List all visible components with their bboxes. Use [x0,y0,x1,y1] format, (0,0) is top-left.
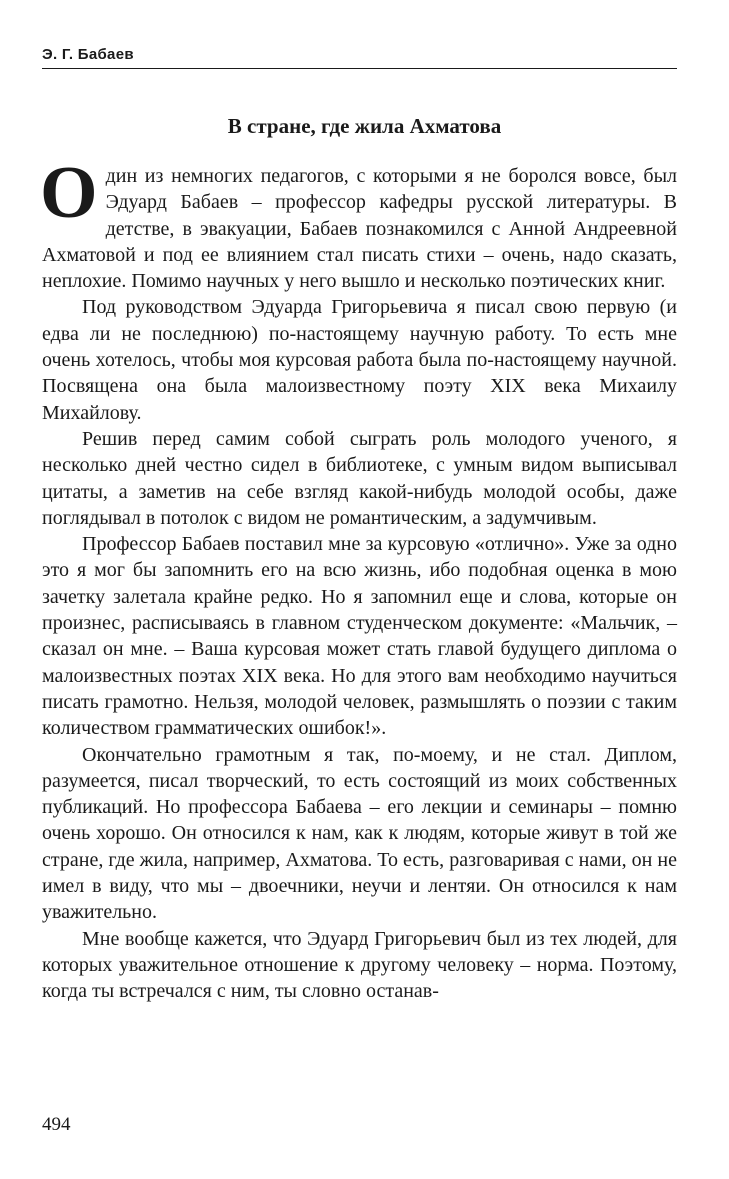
drop-cap: О [40,152,98,234]
page-number: 494 [42,1114,71,1135]
paragraph-2: Под руководством Эдуарда Григорьевича я писал свою первую (и едва ли не последнюю) по-настоящему научную работу. То есть мне очень хотелось, чтобы моя курсовая работа была по-настоящему научной. Посвящена она была малоизвестному поэту XIX века Михаилу Михайлову. [42,296,677,424]
paragraph-1-text: дин из немногих педагогов, с которыми я не боролся вовсе, был Эдуард Бабаев – профессор кафедры русской литературы. В детстве, в эвакуации, Бабаев познакомился с Анной Андреевной Ахматовой и под ее влиянием стал писать стихи – очень, надо сказать, неплохие. Помимо научных у него вышло и несколько поэтических книг. [42,165,677,293]
chapter-title: В стране, где жила Ахматова [227,114,502,138]
paragraph-3: Решив перед самим собой сыграть роль молодого ученого, я несколько дней честно сидел в библиотеке, с умным видом выписывал цитаты, а заметив на себе взгляд какой-нибудь молодой особы, даже поглядывал в потолок с видом не романтическим, а задумчивым. [42,427,677,529]
paragraph-4: Профессор Бабаев поставил мне за курсовую «отлично». Уже за одно это я мог бы запомнить его на всю жизнь, ибо подобная оценка в мою зачетку залетала крайне редко. Но я запомнил еще и слова, которые он произнес, расписываясь в главном студенческом документе: «Мальчик, – сказал он мне. – Ваша курсовая может стать главой будущего диплома о малоизвестных поэтах XIX века. Но для этого вам необходимо научиться писать грамотно. Нельзя, молодой человек, размышлять о поэзии с таким количеством грамматических ошибок!». [42,533,677,740]
body-text [40,152,677,1005]
paragraph-1 [40,152,677,294]
running-header-author: Э. Г. Бабаев [42,46,134,63]
paragraph-6: Мне вообще кажется, что Эдуард Григорьевич был из тех людей, для которых уважительное отношение к другому человеку – норма. Поэтому, когда ты встречался с ним, ты словно останав- [42,927,677,1003]
header-rule [42,68,677,69]
running-header [42,46,677,70]
paragraph-5: Окончательно грамотным я так, по-моему, и не стал. Диплом, разумеется, писал творческий, то есть состоящий из моих собственных публикаций. Но профессора Бабаева – его лекции и семинары – помню очень хорошо. Он относился к нам, как к людям, которые живут в той же стране, где жила, например, Ахматова. То есть, разговаривая с нами, он не имел в виду, что мы – двоечники, неучи и лентяи. Он относился к нам уважительно. [42,743,677,924]
